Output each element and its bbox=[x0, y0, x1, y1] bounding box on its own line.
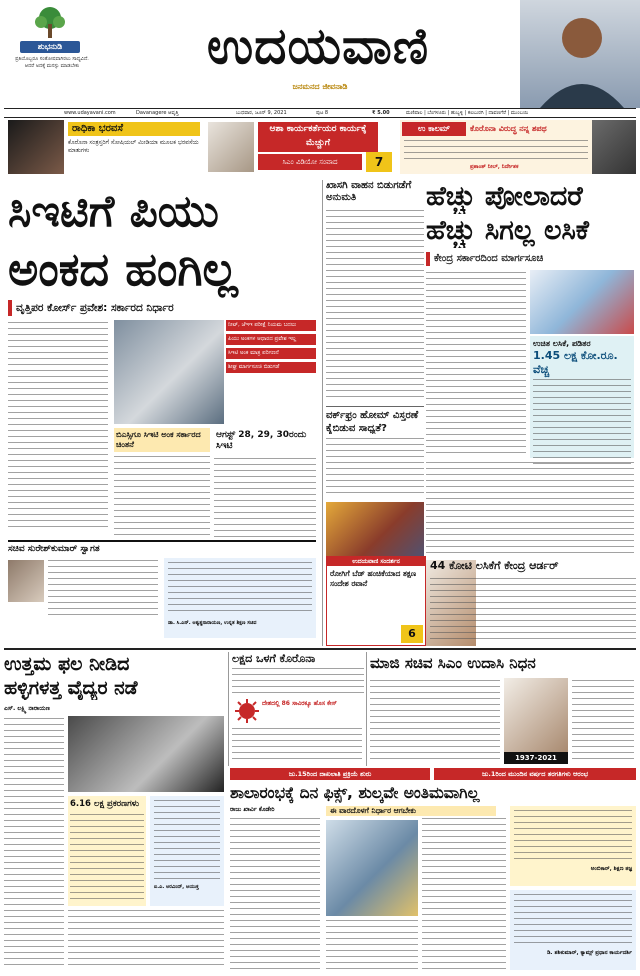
cm-photo bbox=[208, 122, 254, 172]
covid-cases-headline[interactable]: ಲಕ್ಷದ ಒಳಗೆ ಕೊರೊನಾ bbox=[232, 652, 316, 665]
exam-hall-photo bbox=[114, 320, 224, 424]
teaser-radhika-title: ರಾಧಿಕಾ ಭರವಸೆ bbox=[68, 122, 200, 136]
quote1-author: ಅಂಬಿಕಾರ್, ಶಿಕ್ಷಣ ತಜ್ಞ bbox=[590, 866, 632, 872]
interview-title: ರೋಗಿಗೆ ಬೆಡ್ ಹಂಚಿಕೆಯಾದ ತಕ್ಷಣ ಸಂದೇಶ ರವಾನೆ bbox=[330, 569, 417, 588]
lead-headline-line2[interactable]: ಅಂಕದ ಹಂಗಿಲ್ಲ bbox=[8, 242, 238, 296]
schools-byline: ರಾಜು ಖಾರ್ವಿ ಕೊಡೇರಿ bbox=[230, 806, 275, 813]
quote-box bbox=[164, 558, 316, 638]
schools-quote1 bbox=[510, 806, 636, 886]
edition: Davanagere ಆವೃತ್ತಿ bbox=[136, 110, 179, 116]
ucolumn-author: ಪ್ರಶಾಂತ್ ನೀಲ್, ನಿರ್ದೇಶಕ bbox=[470, 164, 519, 170]
obituary-story bbox=[370, 652, 636, 766]
vehicle-headline[interactable]: ಖಾಸಗಿ ವಾಹನ ಬಿಡುಗಡೆಗೆ ಅನುಮತಿ bbox=[326, 180, 412, 203]
doctor-headline-line1[interactable]: ಉತ್ತಮ ಫಲ ನೀಡಿದ bbox=[4, 653, 130, 675]
obituary-years: 1937-2021 bbox=[504, 752, 568, 764]
vaccine-headline-line2[interactable]: ಹೆಚ್ಚು ಸಿಗಲ್ಲ ಲಸಿಕೆ bbox=[426, 215, 590, 246]
editions-list: ಮಣಿಪಾಲ | ಬೆಂಗಳೂರು | ಹುಬ್ಬಳ್ಳಿ | ಕಲಬುರಗಿ | ದಾವಣಗೆರೆ | ಮುಂಬಯಿ bbox=[406, 110, 529, 116]
free-vaccine-cost: 1.45 ಲಕ್ಷ ಕೋ.ರೂ. ವೆಚ್ಚ bbox=[533, 349, 618, 376]
price: ₹ 5.00 bbox=[372, 110, 390, 116]
doctor-quote-box bbox=[150, 796, 224, 906]
teaser-asha-title: ಆಶಾ ಕಾರ್ಯಕರ್ತೆಯರ ಕಾರ್ಯಕ್ಕೆ ಮೆಚ್ಚುಗೆ bbox=[258, 122, 378, 152]
obituary-headline[interactable]: ಮಾಜಿ ಸಚಿವ ಸಿಎಂ ಉದಾಸಿ ನಿಧನ bbox=[370, 654, 536, 672]
doctor-quote-author: ಐ.ಎ. ಅರವಿಂದ್, ಆಯುಕ್ತ bbox=[154, 884, 199, 890]
schools-strip-left: ಜು.15ರಿಂದ ದಾಖಲಾತಿ ಪ್ರಕ್ರಿಯೆ ಶುರು bbox=[230, 768, 430, 780]
cases-box bbox=[68, 796, 146, 906]
interview-page: 6 bbox=[401, 625, 423, 643]
teaser-radhika-text: ಕೊರೊನಾ ಸಂತ್ರಸ್ತರಿಗೆ ಸೋಷಿಯಲ್ ಮೀಡಿಯಾ ಮೂಲಕ ಭರವಸೆಯ ಮಾತುಗಳು bbox=[68, 139, 199, 154]
reaction-title: ಸಚಿವ ಸುರೇಶ್‌ಕುಮಾರ್ ಸ್ವಾಗತ bbox=[8, 544, 100, 554]
vaccine-story bbox=[426, 180, 636, 558]
box-bsc-cet: ಬಿಎಸ್ಸಿಗೂ ಸಿಇಟಿ ಅಂಕ ಸರ್ಕಾರದ ಚಿಂತನೆ bbox=[114, 428, 210, 538]
virus-icon bbox=[234, 698, 260, 724]
teaser-asha-page: 7 bbox=[366, 152, 392, 172]
masthead bbox=[0, 0, 640, 108]
classroom-photo bbox=[326, 820, 418, 916]
ucolumn-label: ಉ ಕಾಲಮ್ bbox=[402, 122, 466, 136]
masthead-portrait-photo bbox=[520, 0, 640, 108]
vaccine-headline-line1[interactable]: ಹೆಚ್ಚು ಪೋಲಾದರೆ bbox=[426, 181, 583, 212]
covid-cases-story bbox=[232, 652, 364, 766]
shubhanudi-tree-icon bbox=[32, 6, 68, 40]
interview-box[interactable] bbox=[326, 556, 426, 646]
vaccine-vials-photo bbox=[530, 270, 634, 334]
interview-tag: ಉದಯವಾಣಿ ಸಂದರ್ಶನ bbox=[327, 557, 425, 566]
lead-bullets: ನೀಟ್, ಜೆಇಇ ಪರೀಕ್ಷೆ ನಿಯಮ ಬದಲು ಪಿಯು ಅಂಕಗಳ ಆಧಾರದ ಪ್ರವೇಶ ಇಲ್ಲ ಸಿಇಟಿ ಅಂಕ ಮಾತ್ರ ಪರಿಗಣನೆ ಶೀಘ್ರ ಮಾರ್ಗಸೂಚಿ ಬಿಡುಗಡೆ bbox=[226, 320, 316, 424]
schools-strip-right: ಜು.1ರಿಂದ ಮುಂದಿನ ವರ್ಷದ ತರಗತಿಗಳು ಆರಂಭ bbox=[434, 768, 636, 780]
quote-author: ಡಾ. ಸಿ.ಎನ್. ಅಶ್ವತ್ಥನಾರಾಯಣ, ಉನ್ನತ ಶಿಕ್ಷಣ ಸಚಿವ bbox=[168, 620, 257, 626]
doctor-headline-line2[interactable]: ಹಳ್ಳಿಗಳತ್ತ ವೈದ್ಯರ ನಡೆ bbox=[4, 677, 138, 699]
teaser-ucolumn[interactable] bbox=[400, 120, 636, 174]
teaser-radhika[interactable] bbox=[4, 120, 202, 174]
logo-label: ಶುಭನುಡಿ bbox=[20, 41, 80, 53]
page-count: ಪುಟ 8 bbox=[316, 110, 329, 116]
ucolumn-text bbox=[404, 140, 588, 162]
prashanth-photo bbox=[592, 120, 636, 174]
brand-title[interactable]: ಉದಯವಾಣಿ bbox=[206, 17, 430, 75]
teaser-asha[interactable] bbox=[206, 120, 396, 174]
schools-quote2 bbox=[510, 890, 636, 970]
ucolumn-title: ಕೊರೊನಾ ವಿರುದ್ಧ ನನ್ನ ಶಪಥ bbox=[470, 124, 547, 133]
stethoscope-photo bbox=[68, 716, 224, 792]
minister-photo bbox=[8, 560, 44, 602]
thought-for-day: ಪ್ರತಿಯೊಬ್ಬರೂ ಸಂತೋಷವಾಗಿರಲು ಸಾಧ್ಯವಿದೆ. ಆದರೆ ಅದಕ್ಕೆ ಮನಸ್ಸು ಮಾಡಬೇಕು bbox=[15, 56, 89, 69]
cases-title: 6.16 ಲಕ್ಷ ಪ್ರಕರಣಗಳು bbox=[70, 799, 140, 809]
radhika-photo bbox=[8, 120, 64, 174]
vaccine-order bbox=[430, 558, 636, 646]
website-link[interactable]: www.udayavani.com bbox=[64, 110, 116, 116]
free-vaccine-title: ಉಚಿತ ಲಸಿಕೆ, ಪಡಿತರ bbox=[533, 339, 591, 348]
lead-story bbox=[4, 180, 320, 644]
schools-headline[interactable]: ಶಾಲಾರಂಭಕ್ಕೆ ದಿನ ಫಿಕ್ಸ್, ಶುಲ್ಕವೇ ಅಂತಿಮವಾಗಿಲ್ಲ bbox=[230, 784, 480, 802]
free-vaccine-box bbox=[530, 336, 634, 458]
reaction-strip bbox=[8, 540, 316, 640]
udasi-photo bbox=[504, 678, 568, 752]
schools-story bbox=[230, 768, 636, 972]
brand-tagline: ಜನಮನದ ಜೀವನಾಡಿ bbox=[292, 82, 348, 91]
schools-subhead: ಈ ವಾರದೊಳಗೆ ನಿರ್ಧಾರ ಆಗಬೇಕು bbox=[326, 806, 496, 816]
lead-body-col1 bbox=[8, 322, 108, 532]
doctor-story bbox=[4, 652, 226, 970]
box-cet-dates: ಆಗಸ್ಟ್ 28, 29, 30ರಂದು ಸಿಇಟಿ bbox=[214, 428, 316, 538]
dateline-bar bbox=[4, 108, 636, 118]
lead-headline-line1[interactable]: ಸಿಇಟಿಗೆ ಪಿಯು bbox=[8, 186, 219, 237]
teaser-strip bbox=[4, 120, 636, 174]
doctor-byline: ಎಸ್. ಲಕ್ಷ್ಮಿ ನಾರಾಯಣ bbox=[4, 705, 50, 712]
wfh-headline[interactable]: ವರ್ಕ್‌ಫ್ರಂ ಹೋಮ್ ವಿಸ್ತರಣೆ ಕೈಬಿಡುವ ಸಾಧ್ಯತೆ? bbox=[326, 406, 424, 434]
issue-date: ಬುಧವಾರ, ಜೂನ್ 9, 2021 bbox=[236, 110, 287, 116]
vaccine-subhead: ಕೇಂದ್ರ ಸರ್ಕಾರದಿಂದ ಮಾರ್ಗಸೂಚಿ bbox=[426, 252, 636, 266]
teaser-asha-sub: ಸಿಎಂ ವಿಡಿಯೋ ಸಂವಾದ bbox=[258, 154, 362, 170]
vaccine-order-headline[interactable]: 44 ಕೋಟಿ ಲಸಿಕೆಗೆ ಕೇಂದ್ರ ಆರ್ಡರ್ bbox=[430, 559, 559, 572]
covid-stat: ದೇಶದಲ್ಲಿ 86 ಸಾವಿರಕ್ಕೂ ಹೊಸ ಕೇಸ್ bbox=[262, 700, 337, 707]
quote2-author: ಡಿ. ಶಶಿಕುಮಾರ್, ಕ್ಯಾಮ್ಸ್ ಪ್ರಧಾನ ಕಾರ್ಯದರ್ಶಿ bbox=[546, 950, 632, 956]
lead-subhead: ವೃತ್ತಿಪರ ಕೋರ್ಸ್ ಪ್ರವೇಶ: ಸರ್ಕಾರದ ನಿರ್ಧಾರ bbox=[8, 300, 316, 316]
